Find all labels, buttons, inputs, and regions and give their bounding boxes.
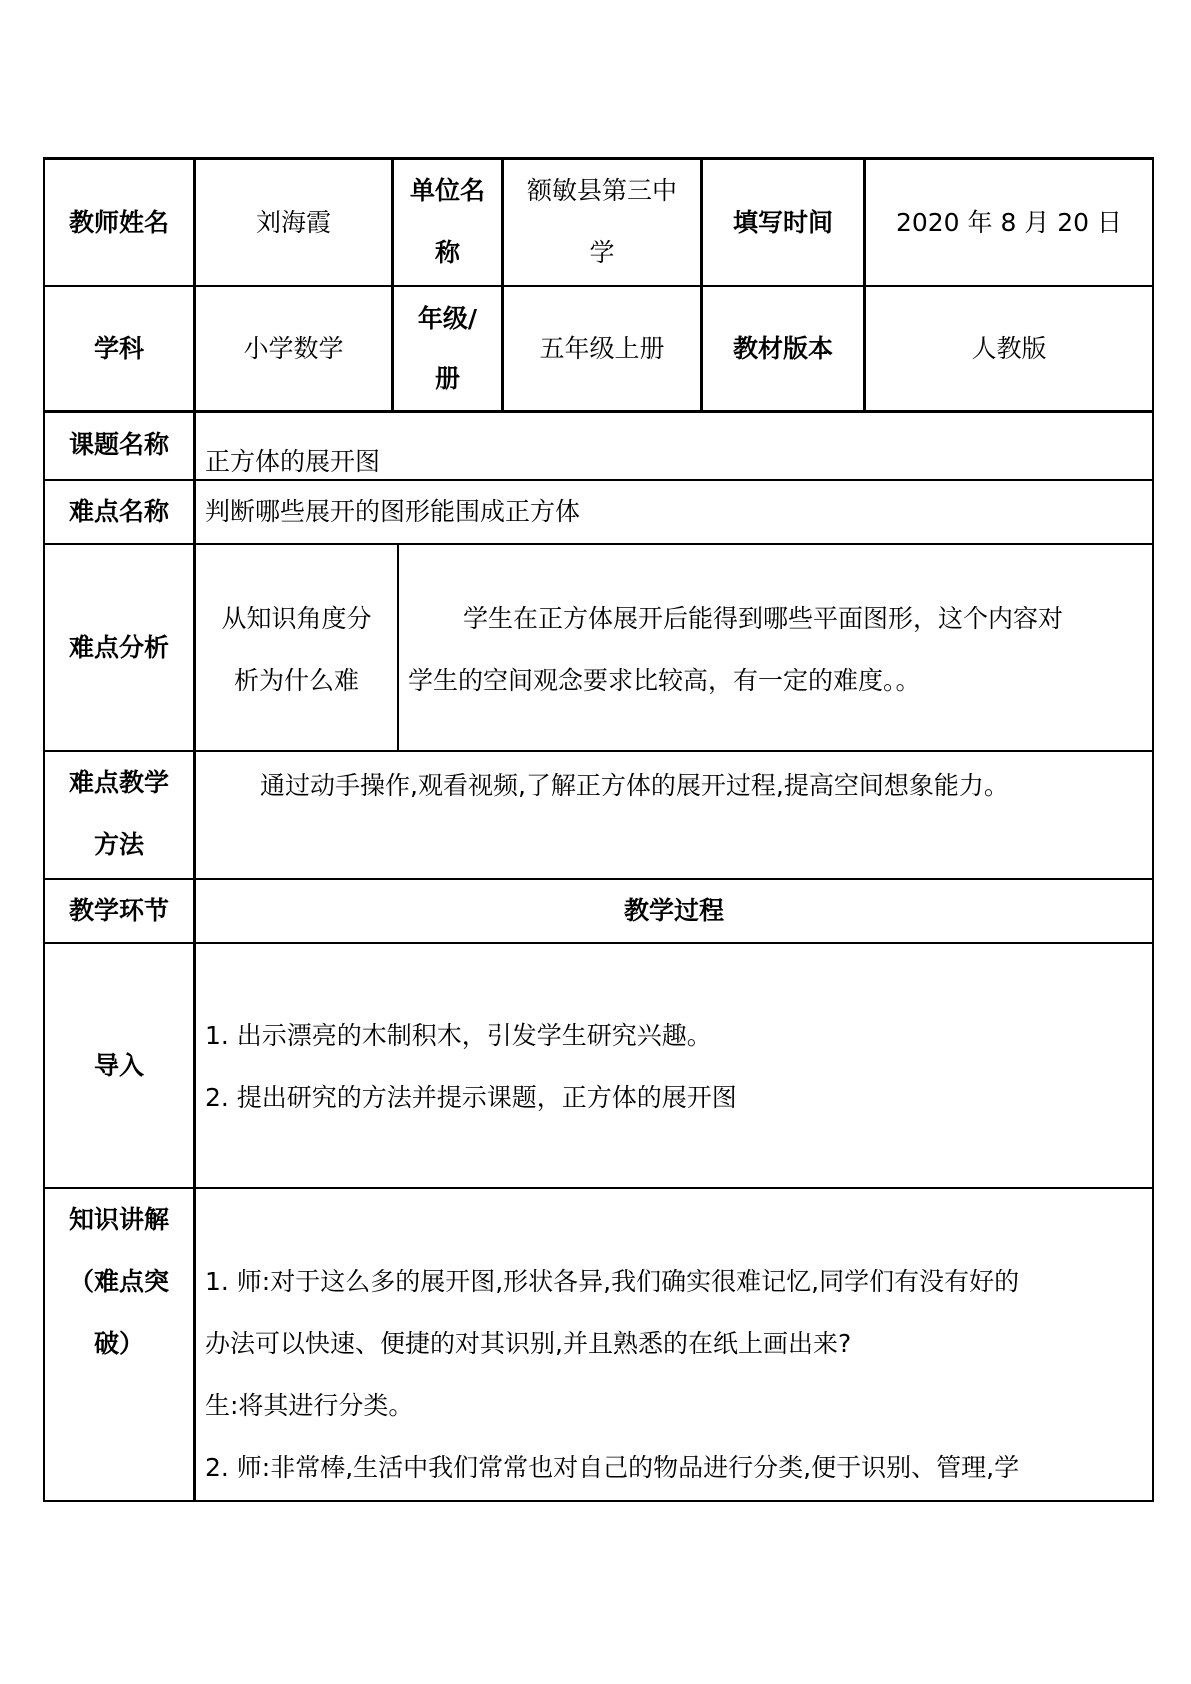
analysis-sub-label-line2: 析为什么难: [233, 666, 359, 695]
knowledge-label-line3: 破）: [93, 1329, 144, 1358]
grade-label-line1: 年级/: [417, 304, 478, 333]
unit-line1: 额敏县第三中: [526, 176, 677, 205]
column-divider: [397, 543, 399, 752]
analysis-sub-label: [196, 588, 397, 718]
difficulty-text: 判断哪些展开的图形能围成正方体: [205, 497, 581, 526]
edition-text: 人教版: [971, 333, 1047, 363]
table-border-right: [1152, 157, 1154, 1502]
analysis-label-text: 难点分析: [68, 632, 169, 662]
intro-line1: 1. 出示漂亮的木制积木，引发学生研究兴趣。: [205, 1021, 712, 1050]
process-label-text: 教学过程: [623, 896, 724, 925]
grade-value: [504, 287, 700, 410]
row-divider: [43, 942, 1154, 944]
difficulty-value: [205, 481, 580, 543]
fill-time-label-text: 填写时间: [732, 207, 833, 237]
intro-label: [45, 944, 193, 1187]
knowledge-line2: 办法可以快速、便捷的对其识别,并且熟悉的在纸上画出来?: [205, 1329, 852, 1358]
subject-label: [45, 287, 193, 410]
fill-time-text: 2020 年 8 月 20 日: [895, 207, 1123, 237]
knowledge-label: [45, 1189, 193, 1379]
subject-label-text: 学科: [93, 333, 144, 363]
grade-label-line2: 册: [434, 364, 460, 393]
teacher-name-value: [196, 160, 391, 285]
subject-value: [196, 287, 391, 410]
knowledge-line4: 2. 师:非常棒,生活中我们常常也对自己的物品进行分类,便于识别、管理,学: [205, 1453, 1020, 1482]
process-label: [196, 880, 1152, 942]
teacher-name-label-text: 教师姓名: [68, 207, 169, 237]
analysis-text-line1: 学生在正方体展开后能得到哪些平面图形，这个内容对: [463, 604, 1064, 633]
subject-text: 小学数学: [243, 333, 344, 363]
grade-text: 五年级上册: [539, 333, 665, 363]
topic-text: 正方体的展开图: [205, 447, 381, 476]
difficulty-label: [45, 481, 193, 543]
topic-label-text: 课题名称: [68, 430, 169, 459]
knowledge-line3: 生:将其进行分类。: [205, 1391, 414, 1420]
analysis-sub-label-line1: 从知识角度分: [221, 604, 372, 633]
grade-label: [394, 289, 501, 410]
fill-time-value: [866, 160, 1152, 285]
stage-label-text: 教学环节: [68, 896, 169, 925]
row-divider: [43, 750, 1154, 752]
edition-value: [866, 287, 1152, 410]
knowledge-line1: 1. 师:对于这么多的展开图,形状各异,我们确实很难记忆,同学们有没有好的: [205, 1267, 1020, 1296]
edition-label: [703, 287, 863, 410]
row-divider: [43, 1187, 1154, 1189]
row-divider: [43, 543, 1154, 545]
method-label-line1: 难点教学: [68, 768, 169, 797]
difficulty-label-text: 难点名称: [68, 497, 169, 526]
teacher-name-label: [45, 160, 193, 285]
analysis-label: [45, 545, 193, 750]
fill-time-label: [703, 160, 863, 285]
method-text: 通过动手操作,观看视频,了解正方体的展开过程,提高空间想象能力。: [260, 771, 1009, 800]
knowledge-label-line1: 知识讲解: [68, 1205, 169, 1234]
knowledge-label-line2: （难点突: [68, 1267, 169, 1296]
row-divider: [43, 410, 1154, 413]
method-label: [45, 752, 193, 878]
stage-label: [45, 880, 193, 942]
unit-line2: 学: [589, 238, 615, 267]
method-label-line2: 方法: [93, 830, 144, 859]
unit-label-line1: 单位名: [409, 176, 485, 205]
unit-label-line2: 称: [434, 238, 460, 267]
edition-label-text: 教材版本: [732, 333, 833, 363]
teacher-name-text: 刘海霞: [255, 207, 331, 237]
topic-label: [45, 420, 193, 470]
topic-value: [205, 440, 380, 484]
analysis-text-line2: 学生的空间观念要求比较高，有一定的难度。。: [408, 666, 921, 695]
unit-label: [394, 160, 501, 285]
intro-label-text: 导入: [93, 1050, 144, 1080]
intro-line2: 2. 提出研究的方法并提示课题，正方体的展开图: [205, 1083, 737, 1112]
unit-value: [504, 160, 700, 285]
table-border-bottom: [43, 1500, 1154, 1502]
